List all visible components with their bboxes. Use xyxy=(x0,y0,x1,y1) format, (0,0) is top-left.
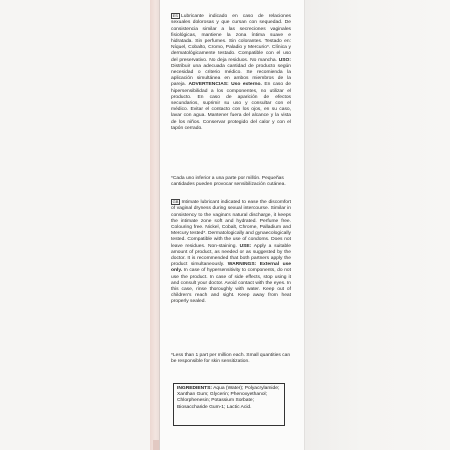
spanish-footnote: *Cada uno inferior a una parte por millón. Pequeñas cantidades pueden provocar sensibilización cutánea. xyxy=(171,176,286,188)
background-right xyxy=(305,0,450,450)
spanish-use-text: Distribuir una adecuada cantidad de producto según necesidad o criterio médico. Se recomienda la aplicación simultánea en ambos miembros de la pareja. xyxy=(171,63,291,88)
english-use-label: USE: xyxy=(239,243,252,249)
spanish-use-label: USO: xyxy=(278,57,291,63)
spain-flag-icon: ES xyxy=(172,13,178,18)
background-left xyxy=(0,0,150,450)
english-use-text: Apply a suitable amount of product, as needed or as suggested by the doctor. It is recommended that both partners apply the product simultaneously. xyxy=(171,243,291,268)
ingredients-text: Aqua (Water); Polyacrylamide; Xanthan Gum; Glycerin; Phenoxyethanol; Chlorphenesin; Potassium Sorbate; Biosaccharide Gum-1; Lactic Acid. xyxy=(177,386,280,410)
spanish-warnings-text: En caso de hipersensibilidad a los componentes, no utilizar el producto. En caso de aparición de efectos secundarios, suprimir su uso y consultar con el médico. Evitar el contacto con los ojos, en su caso, lavar con agua. Mantener fuera del alcance y la vista de los niños. Conservar protegido del calor y con el tapón cerrado. xyxy=(171,82,291,131)
english-warnings-label: WARNINGS: External use only. xyxy=(171,262,292,274)
spanish-warnings-label: ADVERTENCIAS: Uso externo. xyxy=(188,82,262,88)
spanish-section xyxy=(171,13,291,132)
spanish-intro-text: Lubricante indicado en caso de relaciones sexuales dolorosas y que cursan con sequedad. De consistencia similar a las secreciones vaginales fisiológicas, mantiene la zona íntima suave e hidratada. Sin perfumes. Sin colorantes. Testado en: Níquel, Cobalto, Cromo, Paladio y Mercurio*. Clínica y dermatológicamente testado. Compatible con el uso del preservativo. No deja residuos. No mancha. xyxy=(171,14,291,63)
english-warnings-text: In case of hypersensitivity to components, do not use the product. In case of side effects, stop using it and consult your doctor. Avoid contact with the eyes. In this case, rinse thoroughly with water. Keep out of children's reach and sight. Keep away from heat properly sealed. xyxy=(171,268,291,305)
english-footnote: *Less than 1 part per million each. Small quantities can be responsible for skin sensitization. xyxy=(171,353,291,365)
ingredients-label: INGREDIENTS: xyxy=(177,386,213,391)
english-description xyxy=(171,199,291,306)
english-section xyxy=(171,199,291,306)
spanish-description xyxy=(171,13,291,132)
english-intro-text: Intimate lubricant indicated to ease the discomfort of vaginal dryness during sexual intercourse. Similar in consistency to the vagina's natural discharge, it keeps the intimate zone soft and hydrated. Perfume free. Colouring free. Nickel, Cobalt, Chrome, Palladium and Mercury tested*. Dermatologically and gynaecologically tested. Compatible with the use of condoms. Does not leave residues. Non-staining. xyxy=(171,200,291,249)
box-corner-wear xyxy=(153,440,159,450)
uk-flag-icon: GB xyxy=(172,199,179,204)
ingredients-box xyxy=(173,383,285,426)
